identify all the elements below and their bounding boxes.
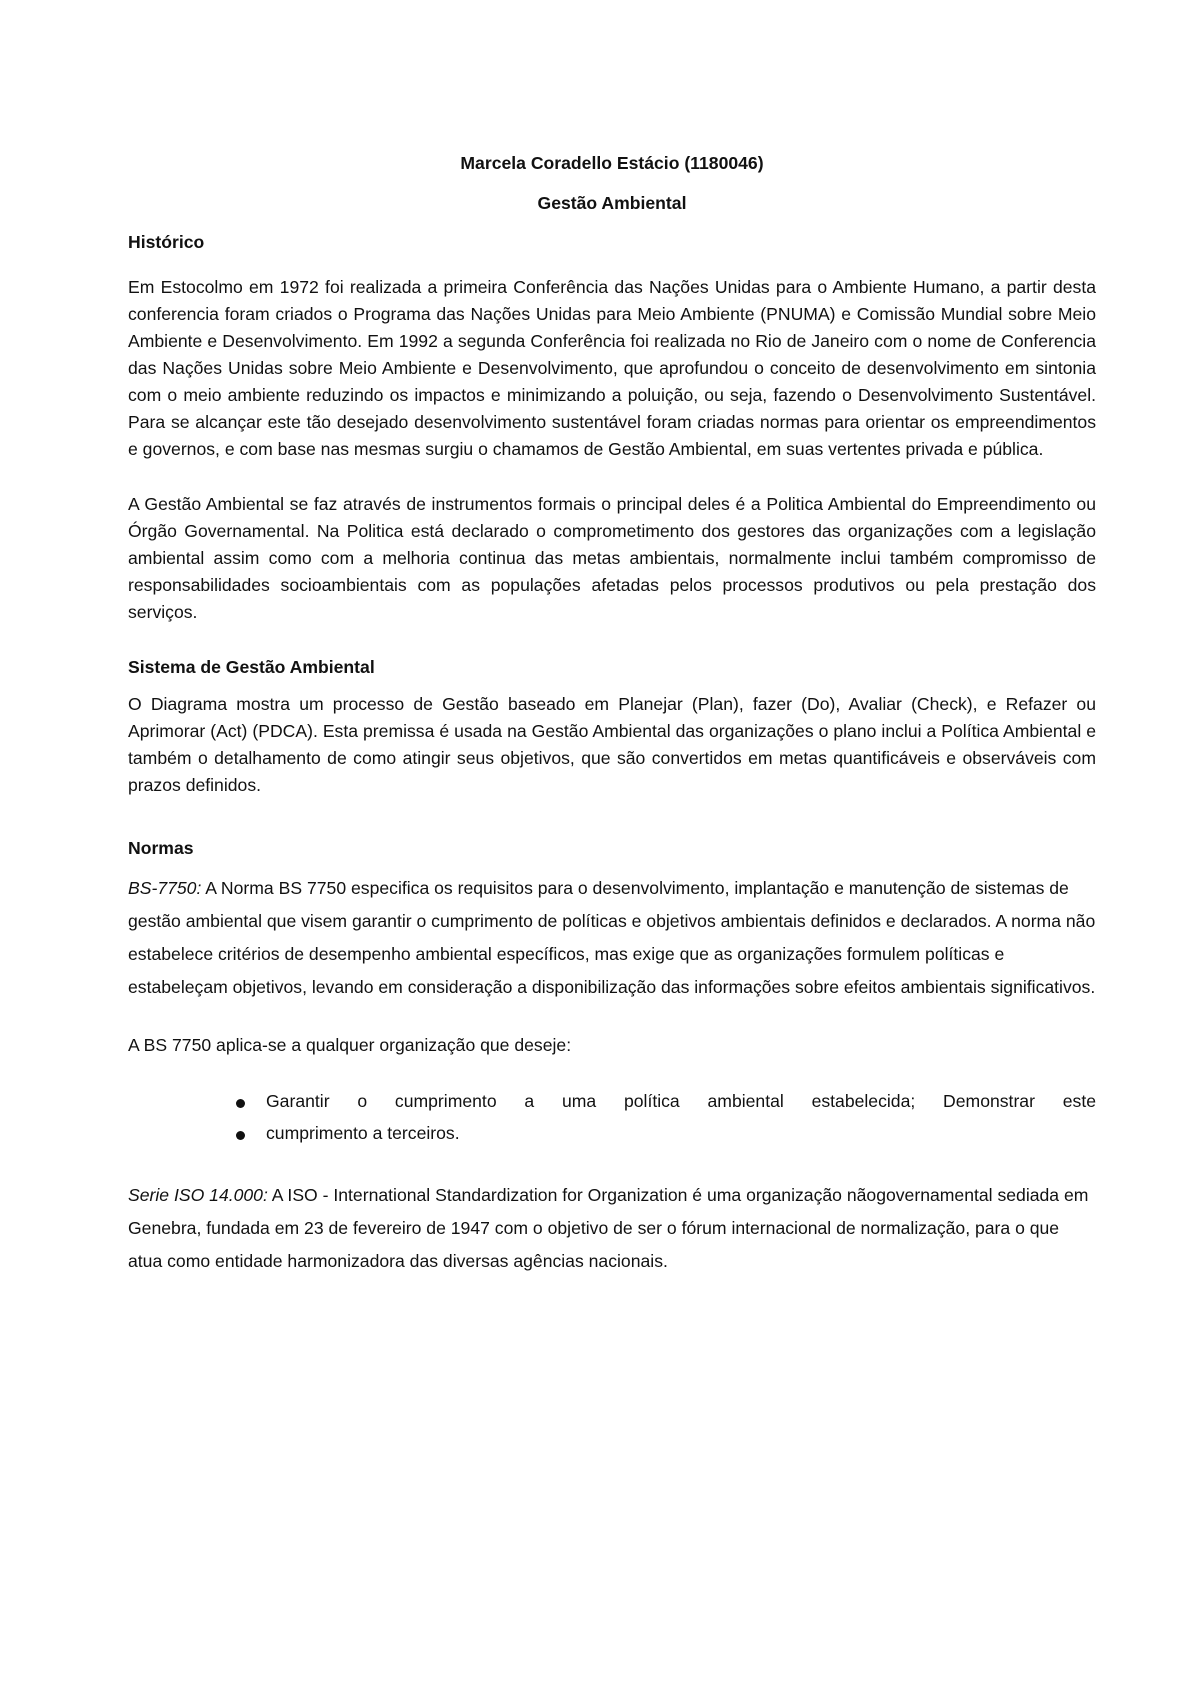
bs7750-text: A Norma BS 7750 especifica os requisitos para o desenvolvimento, implantação e manutenção de sistemas de gestão ambiental que visem garantir o cumprimento de políticas e objetivos ambientais definidos e declarados. A norma não estabelece critérios de desempenho ambiental específicos, mas exige que as organizações formulem políticas e estabeleçam objetivos, levando em consideração a disponibilização das informações sobre efeitos ambientais significativos.: [128, 878, 1096, 997]
bs7750-paragraph: [128, 872, 1096, 1004]
list-item: [236, 1117, 1096, 1149]
iso-label: Serie ISO 14.000:: [128, 1185, 268, 1205]
list-item-text: cumprimento a terceiros.: [266, 1123, 460, 1143]
list-item: [236, 1085, 1096, 1117]
bs7750-applies-line: A BS 7750 aplica-se a qualquer organização que deseje:: [128, 1035, 572, 1055]
iso-paragraph: [128, 1179, 1096, 1278]
bullet-icon: [236, 1099, 245, 1108]
historico-paragraph-2: A Gestão Ambiental se faz através de instrumentos formais o principal deles é a Politica Ambiental do Empreendimento ou Órgão Governamental. Na Politica está declarado o comprometimento dos gestores das organizações com a legislação ambiental assim como com a melhoria continua das metas ambientais, normalmente inclui também compromisso de responsabilidades socioambientais com as populações afetadas pelos processos produtivos ou pela prestação dos serviços.: [128, 494, 1096, 622]
historico-heading: Histórico: [128, 232, 205, 252]
sistema-heading: Sistema de Gestão Ambiental: [128, 657, 375, 677]
bullet-list: [128, 1085, 1096, 1149]
historico-paragraph-1: Em Estocolmo em 1972 foi realizada a primeira Conferência das Nações Unidas para o Ambiente Humano, a partir desta conferencia foram criados o Programa das Nações Unidas para Meio Ambiente (PNUMA) e Comissão Mundial sobre Meio Ambiente e Desenvolvimento. Em 1992 a segunda Conferência foi realizada no Rio de Janeiro com o nome de Conferencia das Nações Unidas sobre Meio Ambiente e Desenvolvimento, que aprofundou o conceito de desenvolvimento em sintonia com o meio ambiente reduzindo os impactos e minimizando a poluição, ou seja, fazendo o Desenvolvimento Sustentável. Para se alcançar este tão desejado desenvolvimento sustentável foram criadas normas para orientar os empreendimentos e governos, e com base nas mesmas surgiu o chamamos de Gestão Ambiental, em suas vertentes privada e pública.: [128, 277, 1096, 459]
list-item-text: Garantir o cumprimento a uma política ambiental estabelecida; Demonstrar este: [266, 1091, 1096, 1111]
bs7750-label: BS-7750:: [128, 878, 202, 898]
author-line: Marcela Coradello Estácio (1180046): [460, 153, 764, 173]
normas-heading: Normas: [128, 838, 194, 858]
course-title: Gestão Ambiental: [537, 193, 687, 213]
iso-text: A ISO - International Standardization for Organization é uma organização nãogovernamental sediada em Genebra, fundada em 23 de fevereiro de 1947 com o objetivo de ser o fórum internacional de normalização, para o que atua como entidade harmonizadora das diversas agências nacionais.: [128, 1185, 1089, 1271]
sistema-paragraph: O Diagrama mostra um processo de Gestão baseado em Planejar (Plan), fazer (Do), Avaliar (Check), e Refazer ou Aprimorar (Act) (PDCA). Esta premissa é usada na Gestão Ambiental das organizações o plano inclui a Política Ambiental e também o detalhamento de como atingir seus objetivos, que são convertidos em metas quantificáveis e observáveis com prazos definidos.: [128, 694, 1096, 795]
document-body: [128, 150, 1096, 1278]
bullet-icon: [236, 1131, 245, 1140]
